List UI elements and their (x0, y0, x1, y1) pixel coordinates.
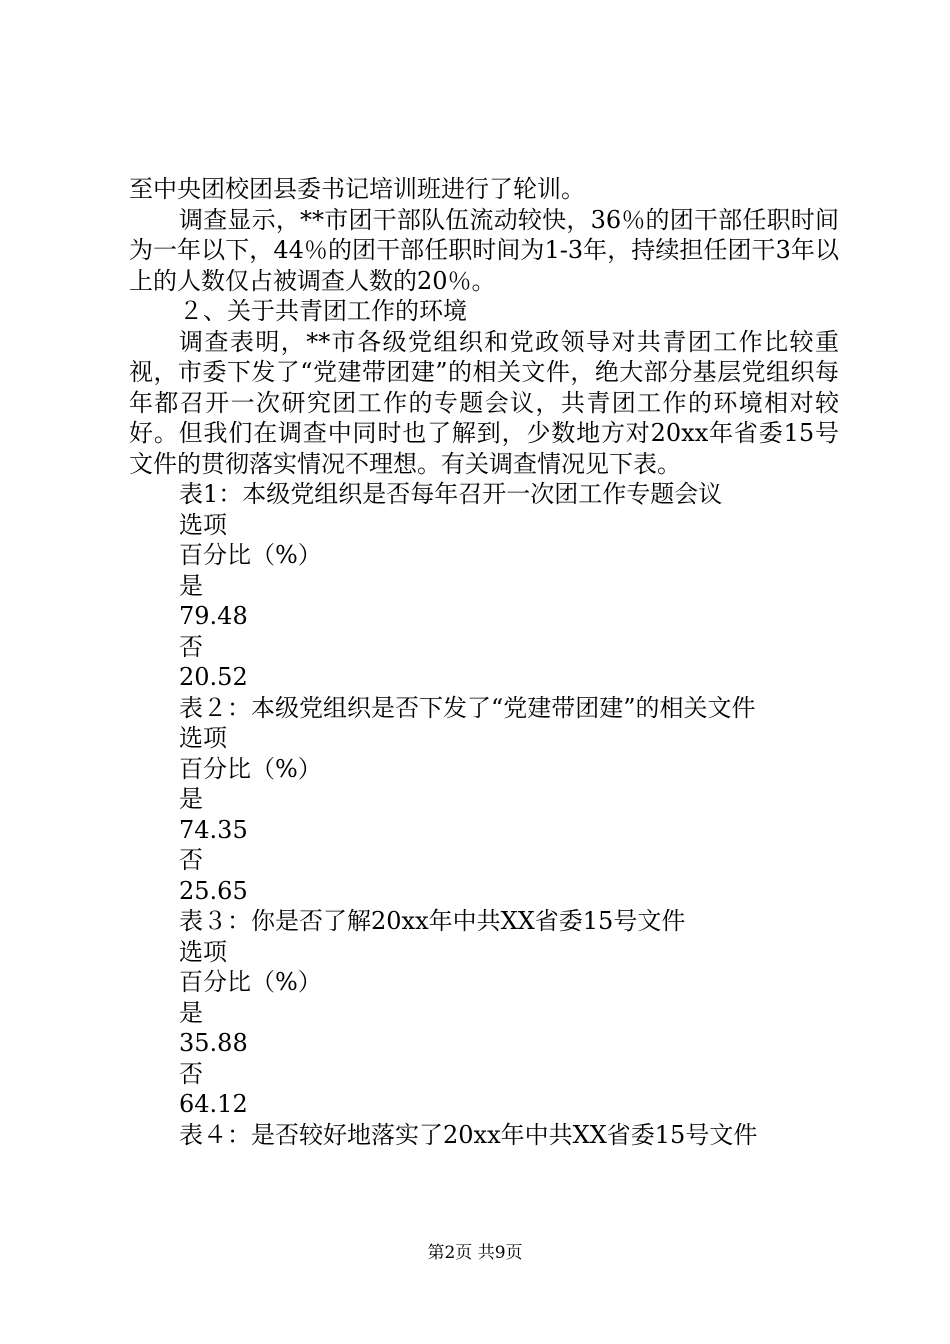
table-caption: 表２：本级党组织是否下发了“党建带团建”的相关文件 (179, 693, 756, 722)
table-caption: 表1：本级党组织是否每年召开一次团工作专题会议 (179, 480, 723, 508)
table-cell-value: 74.35 (179, 815, 248, 844)
table-header-percent: 百分比（%） (179, 968, 322, 996)
table-cell-option: 是 (179, 785, 203, 813)
table-1 (129, 479, 839, 693)
table-caption: 表４：是否较好地落实了20xx年中共XX省委15号文件 (179, 1120, 758, 1149)
table-cell-value: 79.48 (179, 602, 248, 630)
page-footer: 第2页 共9页 (427, 1243, 523, 1263)
table-cell-option: 否 (179, 846, 203, 874)
table-header-option: 选项 (179, 510, 227, 539)
table-cell-option: 是 (179, 571, 203, 600)
section-heading-environment: ２、关于共青团工作的环境 (179, 297, 467, 325)
table-header-percent: 百分比（%） (179, 541, 322, 569)
table-cell-value: 25.65 (179, 876, 248, 905)
table-cell-value: 20.52 (179, 663, 248, 691)
table-cell-option: 否 (179, 1059, 203, 1088)
table-3 (129, 906, 839, 1120)
table-cell-value: 35.88 (179, 1029, 248, 1057)
table-4 (129, 1120, 839, 1151)
table-cell-option: 否 (179, 632, 203, 661)
paragraph-training: 至中央团校团县委书记培训班进行了轮训。 (129, 175, 585, 203)
table-caption: 表３：你是否了解20xx年中共XX省委15号文件 (179, 907, 686, 935)
table-cell-option: 是 (179, 998, 203, 1027)
table-2 (129, 693, 839, 907)
paragraph-survey-turnover: 调查显示，**市团干部队伍流动较快，36％的团干部任职时间为一年以下，44％的团干部任职时间为1-3年，持续担任团干3年以上的人数仅占被调查人数的20％。 (129, 205, 839, 295)
paragraph-survey-environment: 调查表明，**市各级党组织和党政领导对共青团工作比较重视，市委下发了“党建带团建”的相关文件，绝大部分基层党组织每年都召开一次研究团工作的专题会议，共青团工作的环境相对较好。但我们在调查中同时也了解到，少数地方对20xx年省委15号文件的贯彻落实情况不理想。有关调查情况见下表。 (129, 327, 839, 478)
table-cell-value: 64.12 (179, 1090, 248, 1118)
document-body (129, 174, 839, 1150)
table-header-percent: 百分比（%） (179, 754, 322, 783)
table-header-option: 选项 (179, 724, 227, 752)
table-header-option: 选项 (179, 937, 227, 966)
